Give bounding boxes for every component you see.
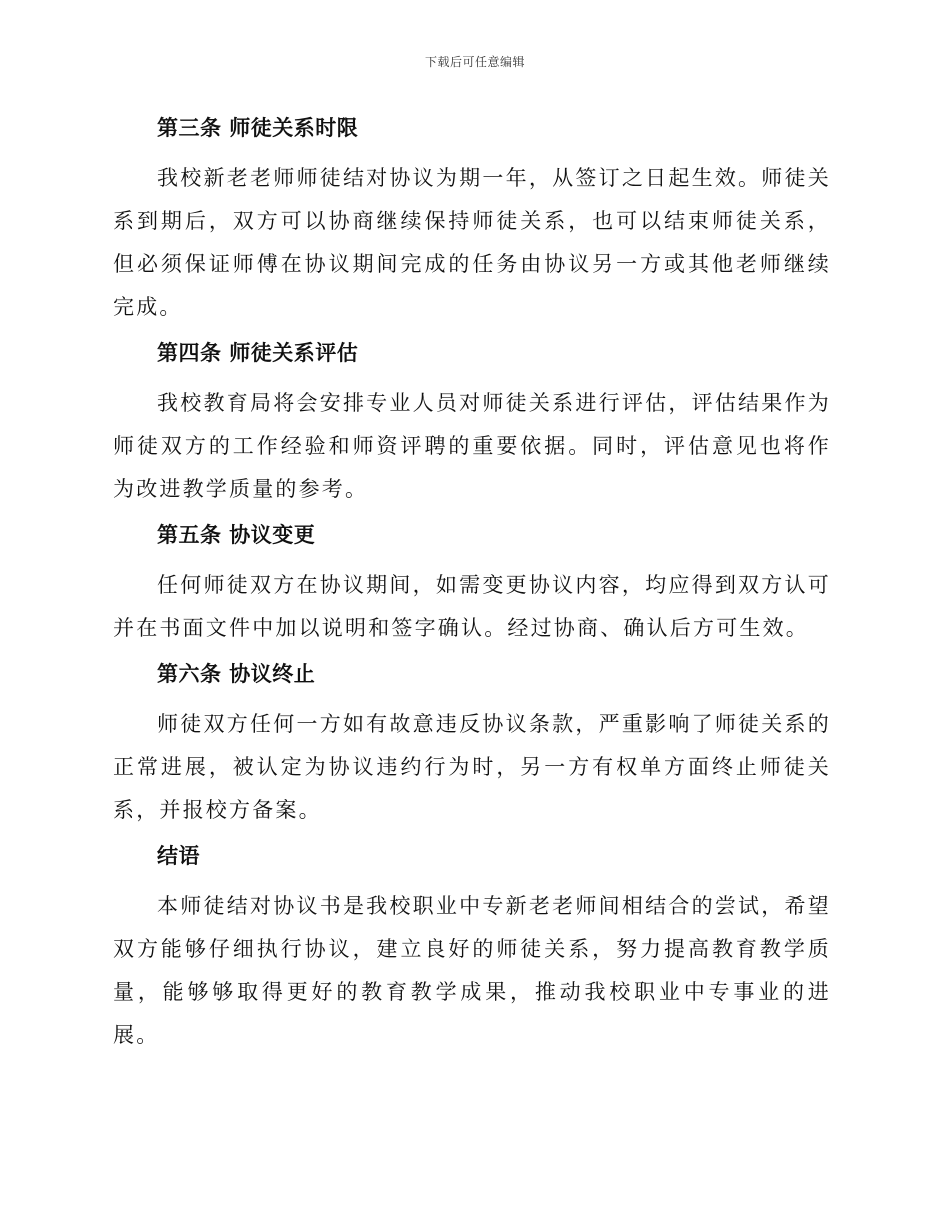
section-term-limit xyxy=(113,108,831,333)
section-heading: 第五条 协议变更 xyxy=(157,522,316,547)
header-note: 下载后可任意编辑 xyxy=(424,55,525,69)
document-content xyxy=(113,108,831,1057)
section-termination xyxy=(113,654,831,836)
section-evaluation xyxy=(113,333,831,515)
section-body: 本师徒结对协议书是我校职业中专新老老师间相结合的尝试，希望双方能够仔细执行协议，建立良好的师徒关系，努力提高教育教学质量，能够够取得更好的教育教学成果，推动我校职业中专事业的进展。 xyxy=(113,894,831,1047)
section-heading: 第六条 协议终止 xyxy=(157,661,316,686)
section-body: 任何师徒双方在协议期间，如需变更协议内容，均应得到双方认可并在书面文件中加以说明和签字确认。经过协商、确认后方可生效。 xyxy=(113,573,831,640)
section-heading: 第四条 师徒关系评估 xyxy=(157,340,359,365)
section-amendment xyxy=(113,515,831,654)
section-heading: 结语 xyxy=(157,843,200,868)
section-body: 我校教育局将会安排专业人员对师徒关系进行评估，评估结果作为师徒双方的工作经验和师资评聘的重要依据。同时，评估意见也将作为改进教学质量的参考。 xyxy=(113,391,831,501)
section-body: 我校新老老师师徒结对协议为期一年，从签订之日起生效。师徒关系到期后，双方可以协商继续保持师徒关系，也可以结束师徒关系，但必须保证师傅在协议期间完成的任务由协议另一方或其他老师继续完成。 xyxy=(113,166,831,319)
section-body: 师徒双方任何一方如有故意违反协议条款，严重影响了师徒关系的正常进展，被认定为协议违约行为时，另一方有权单方面终止师徒关系，并报校方备案。 xyxy=(113,712,831,822)
section-conclusion xyxy=(113,836,831,1057)
section-heading: 第三条 师徒关系时限 xyxy=(157,115,359,140)
